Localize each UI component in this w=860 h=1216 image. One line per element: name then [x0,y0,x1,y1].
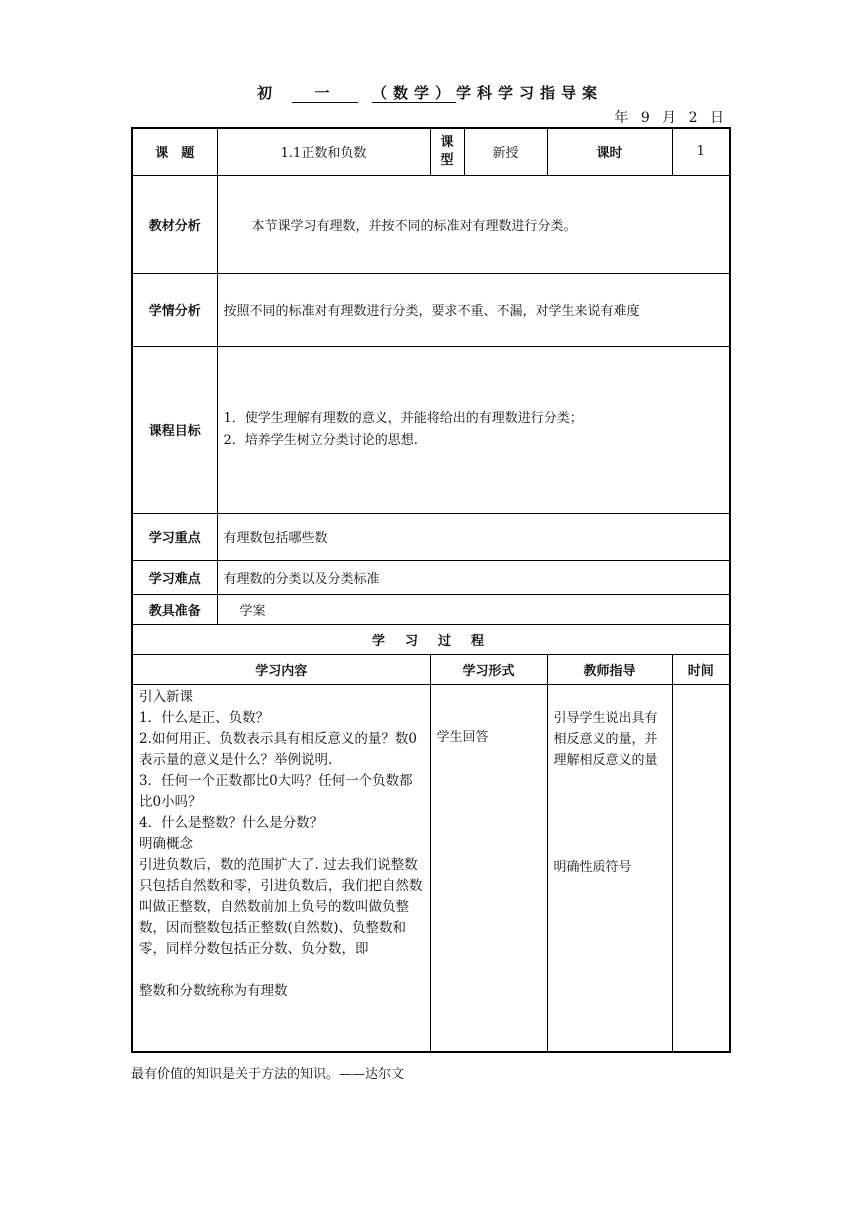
guide-text-1: 引导学生说出具有相反意义的量，并理解相反意义的量 [553,710,658,768]
lesson-plan-table [131,127,731,1053]
title-subject: （数学） [371,84,456,102]
type-label: 课型 [430,128,464,175]
topic-label: 课 题 [132,128,217,175]
title-prefix: 初 [257,84,279,102]
content-line: 2.如何用正、负数表示具有相反意义的量？数0表示量的意义是什么？举例说明. [139,730,417,768]
tools-text: 学案 [217,594,730,624]
goal-line: 2．培养学生树立分类讨论的思想. [223,432,418,448]
column-header-content: 学习内容 [132,654,430,684]
difficulty-label: 学习难点 [132,560,217,594]
column-header-time: 时间 [672,654,730,684]
content-blank-line [139,960,424,981]
key-row [132,513,730,560]
type-value: 新授 [464,128,547,175]
info-row [132,128,730,175]
time-cell [672,684,730,1052]
form-text: 学生回答 [436,729,489,745]
content-line: 整数和分数统称为有理数 [139,982,288,999]
guide-cell [547,684,672,1052]
tools-row [132,594,730,624]
goal-text [217,346,730,513]
hours-label: 课时 [547,128,672,175]
material-label: 教材分析 [132,175,217,273]
guide-text-2: 明确性质符号 [553,859,632,875]
content-line: 1．什么是正、负数？ [139,709,270,726]
column-header-form: 学习形式 [430,654,547,684]
student-row [132,273,730,346]
difficulty-row [132,560,730,594]
process-title-row [132,624,730,654]
goal-row [132,346,730,513]
key-label: 学习重点 [132,513,217,560]
process-title: 学习过程 [132,624,730,654]
document-title [0,82,860,103]
footer-quote: 最有价值的知识是关于方法的知识。——达尔文 [131,1067,405,1082]
content-line: 明确概念 [139,835,193,852]
lesson-date: 年 9 月 2 日 [614,110,728,126]
goal-label: 课程目标 [132,346,217,513]
material-row [132,175,730,273]
goal-line: 1．使学生理解有理数的意义，并能将给出的有理数进行分类； [223,410,583,426]
title-suffix: 学科学习指导案 [455,84,603,102]
tools-label: 教具准备 [132,594,217,624]
topic-value: 1.1正数和负数 [217,128,430,175]
student-text: 按照不同的标准对有理数进行分类，要求不重、不漏，对学生来说有难度 [217,273,730,346]
column-header-guide: 教师指导 [547,654,672,684]
process-content-row [132,684,730,1052]
title-grade: 一 [314,84,336,102]
hours-value: 1 [672,128,730,175]
student-label: 学情分析 [132,273,217,346]
content-cell [132,684,430,1052]
material-text: 本节课学习有理数，并按不同的标准对有理数进行分类。 [217,175,730,273]
content-line: 4．什么是整数？什么是分数？ [139,814,324,831]
content-line: 3．任何一个正数都比0大吗？任何一个负数都比0小吗？ [139,772,413,810]
process-header-row [132,654,730,684]
key-text: 有理数包括哪些数 [217,513,730,560]
content-line: 引入新课 [139,688,193,705]
difficulty-text: 有理数的分类以及分类标准 [217,560,730,594]
content-line: 引进负数后，数的范围扩大了. 过去我们说整数只包括自然数和零，引进负数后，我们把自然数叫做正整数，自然数前加上负号的数叫做负整数，因而整数包括正整数(自然数)、负整数和零，同样分数包括正分数、负分数，即 [139,856,423,957]
form-cell [430,684,547,1052]
